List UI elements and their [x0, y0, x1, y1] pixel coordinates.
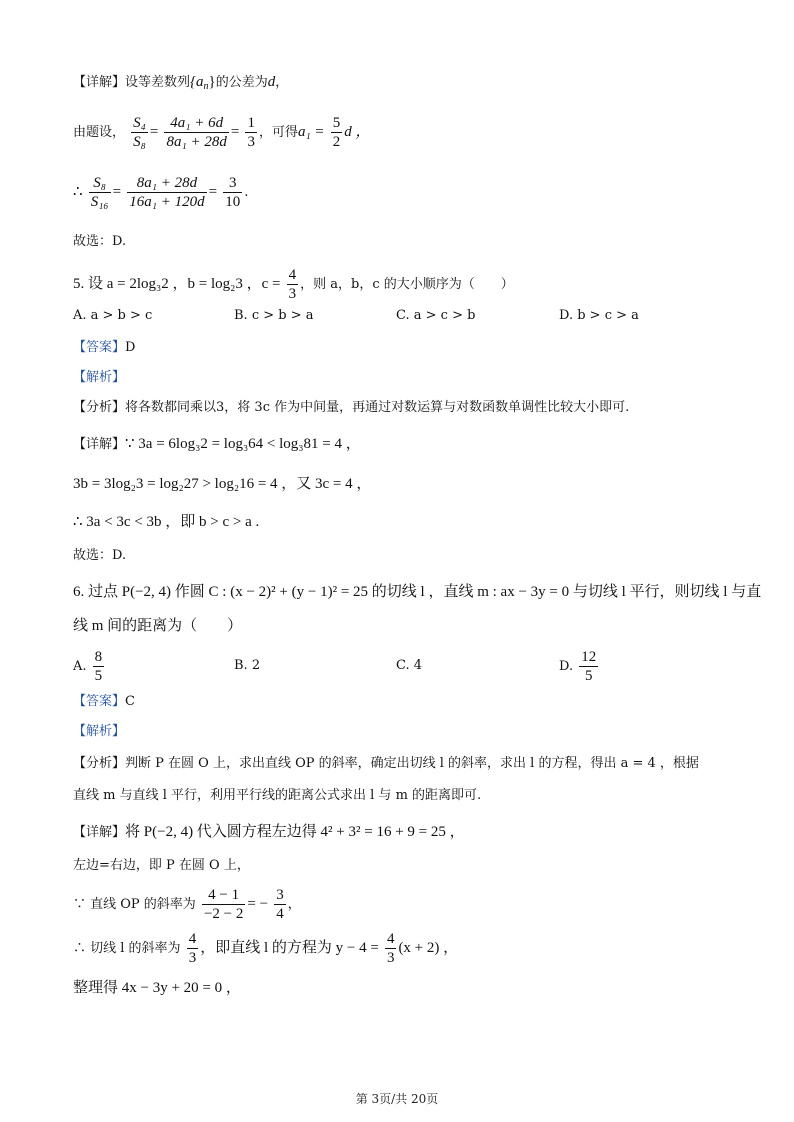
page-footer: 第 3页/共 20页 — [355, 1092, 439, 1106]
option-letter: A. — [73, 659, 87, 674]
equals: = — [230, 124, 240, 140]
fraction — [245, 114, 257, 151]
q6-option-a — [73, 648, 106, 685]
q6-detail-4 — [73, 928, 458, 969]
denominator: 3 — [188, 950, 197, 966]
q5-choose: 故选：D. — [73, 548, 127, 563]
numerator: 1 — [247, 115, 255, 131]
detail-text: ∵ 3a = 6log₃2 = log₃64 < log₃81 = 4 ， — [125, 436, 361, 452]
fraction — [89, 174, 111, 211]
denominator: 3 — [386, 950, 395, 966]
q5-fenxi — [73, 398, 629, 418]
denominator: 5 — [584, 668, 593, 684]
q5-detail-1 — [73, 434, 361, 455]
numerator: 4 — [188, 931, 197, 947]
given-line: 由题设， $\frac{\text{S₄}}{\text{S₈}}$ = $\frac{\text{4a₁ + 6d}}{\text{8a₁ + 28d}}$ = $\frac{1}{3}$ ，可得a₁ = $\frac{5}{2}$ d ， — [73, 115, 371, 150]
text: 的公差为 — [215, 75, 268, 90]
conclusion-line: ∴ $\frac{\text{S₈}}{\text{S₁₆}}$ = $\frac{\text{8a₁ + 28d}}{\text{16a₁ + 120d}}$ = $\frac{3}{10}$ . — [73, 175, 249, 210]
q6-option-d — [559, 648, 600, 685]
q5-option-c: C. a > c > b — [396, 308, 476, 323]
fraction — [223, 174, 242, 211]
text: ， — [275, 75, 289, 90]
seq-sub: n — [203, 81, 209, 92]
q6-fenxi-1 — [73, 754, 699, 774]
numerator: 4 − 1 — [202, 886, 245, 905]
therefore: ∴ — [73, 184, 83, 200]
numerator: 8a₁ + 28d — [127, 174, 206, 193]
q6-detail-2: 左边=右边，即 P 在圆 O 上， — [73, 858, 250, 873]
numerator: 4 — [386, 931, 395, 947]
answer-value: C — [125, 694, 135, 709]
fraction — [385, 930, 397, 967]
fraction — [164, 114, 228, 151]
q6-option-b: B. 2 — [234, 658, 261, 673]
fenxi-tag: 【分析】 — [73, 756, 126, 771]
numerator: 4 — [288, 267, 297, 283]
fraction — [127, 174, 206, 211]
q5-stem — [73, 266, 514, 303]
numerator: S₄ — [133, 115, 146, 131]
detail-tag: 【详解】 — [73, 437, 126, 452]
fenxi-tag: 【分析】 — [73, 400, 126, 415]
fraction — [202, 886, 245, 923]
tail: ， — [287, 897, 301, 912]
fraction — [331, 114, 343, 151]
fraction — [187, 930, 199, 967]
denominator: S₈ — [133, 134, 146, 150]
lead: 由题设， — [73, 125, 126, 140]
tail: ，则 a，b，c 的大小顺序为（ ） — [300, 277, 514, 292]
q5-detail-3: ∴ 3a < 3c < 3b ，即 b > c > a . — [73, 514, 260, 530]
denominator: S₁₆ — [90, 194, 109, 210]
numerator: 8 — [94, 649, 103, 665]
numerator: 12 — [581, 649, 597, 665]
equals: = — [208, 184, 218, 200]
q6-fenxi-2: 直线 m 与直线 l 平行，利用平行线的距离公式求出 l 与 m 的距离即可. — [73, 788, 482, 803]
numerator: 4a₁ + 6d — [164, 114, 228, 133]
equals: = − — [247, 896, 269, 912]
tail: d ， — [344, 124, 371, 140]
detail-line-1 — [73, 72, 288, 97]
denominator: −2 − 2 — [203, 906, 244, 922]
q6-option-c: C. 4 — [396, 658, 423, 673]
numerator: 3 — [276, 887, 284, 903]
fenxi-text: 将各数都同乘以3，将 3c 作为中间量，再通过对数运算与对数函数单调性比较大小即可. — [125, 400, 630, 415]
numerator: S₈ — [89, 174, 111, 193]
option-letter: D. — [559, 659, 574, 674]
text: ，可得 — [258, 125, 298, 140]
stem: 5. 设 a = 2log₃2 ，b = log₂3 ，c = — [73, 276, 281, 292]
detail-text: 将 P(−2, 4) 代入圆方程左边得 4² + 3² = 16 + 9 = 25 ， — [125, 824, 465, 840]
text: 设等差数列 — [125, 75, 191, 90]
lead: ∵ 直线 OP 的斜率为 — [73, 897, 196, 912]
period: . — [244, 185, 249, 200]
q6-detail-1 — [73, 822, 465, 843]
var-d: d — [267, 74, 276, 90]
q5-option-b: B. c > b > a — [234, 308, 314, 323]
denominator: 2 — [332, 134, 341, 150]
choose-line: 故选：D. — [73, 234, 127, 249]
denominator: 5 — [94, 668, 103, 684]
fenxi-text: 判断 P 在圆 O 上，求出直线 OP 的斜率，确定出切线 l 的斜率，求出 l 的方程，得出 a = 4 ，根据 — [125, 756, 699, 771]
numerator: 3 — [223, 174, 242, 193]
denominator: 3 — [288, 286, 297, 302]
q6-detail-5: 整理得 4x − 3y + 20 = 0 ， — [73, 980, 241, 996]
detail-tag: 【详解】 — [73, 75, 126, 90]
q5-option-d: D. b > c > a — [559, 308, 639, 323]
q6-answer — [73, 692, 135, 712]
q5-option-a: A. a > b > c — [73, 308, 153, 323]
answer-tag: 【答案】 — [73, 340, 126, 355]
fraction — [274, 886, 286, 923]
q5-answer — [73, 338, 135, 358]
tail: (x + 2) ， — [398, 940, 459, 956]
fraction — [287, 266, 299, 303]
denominator: 3 — [247, 134, 255, 150]
denominator: 4 — [276, 906, 284, 922]
fraction — [131, 114, 148, 151]
lead: ∴ 切线 l 的斜率为 — [73, 941, 181, 956]
denominator: 8a₁ + 28d — [166, 134, 227, 150]
fraction — [579, 648, 598, 685]
q5-detail-2: 3b = 3log₂3 = log₂27 > log₂16 = 4 ，又 3c = 4 ， — [73, 476, 372, 492]
fraction — [93, 648, 105, 685]
denominator: 16a₁ + 120d — [129, 194, 205, 210]
answer-tag: 【答案】 — [73, 694, 126, 709]
detail-tag: 【详解】 — [73, 825, 126, 840]
seq: {a — [190, 74, 204, 90]
answer-value: D — [125, 340, 136, 355]
a1: a₁ = — [297, 124, 325, 140]
seq-end: } — [208, 74, 216, 90]
q6-stem-2: 线 m 间的距离为（ ） — [73, 618, 243, 634]
q6-detail-3 — [73, 884, 301, 925]
q6-analysis-tag: 【解析】 — [73, 724, 126, 739]
text: ，即直线 l 的方程为 y − 4 = — [200, 940, 379, 956]
numerator: 5 — [332, 115, 341, 131]
denominator: 10 — [225, 194, 241, 210]
q6-stem-1: 6. 过点 P(−2, 4) 作圆 C : (x − 2)² + (y − 1)² = 25 的切线 l ，直线 m : ax − 3y = 0 与切线 l 平行，则切线 l 与直 — [73, 584, 762, 600]
q5-analysis-tag: 【解析】 — [73, 370, 126, 385]
